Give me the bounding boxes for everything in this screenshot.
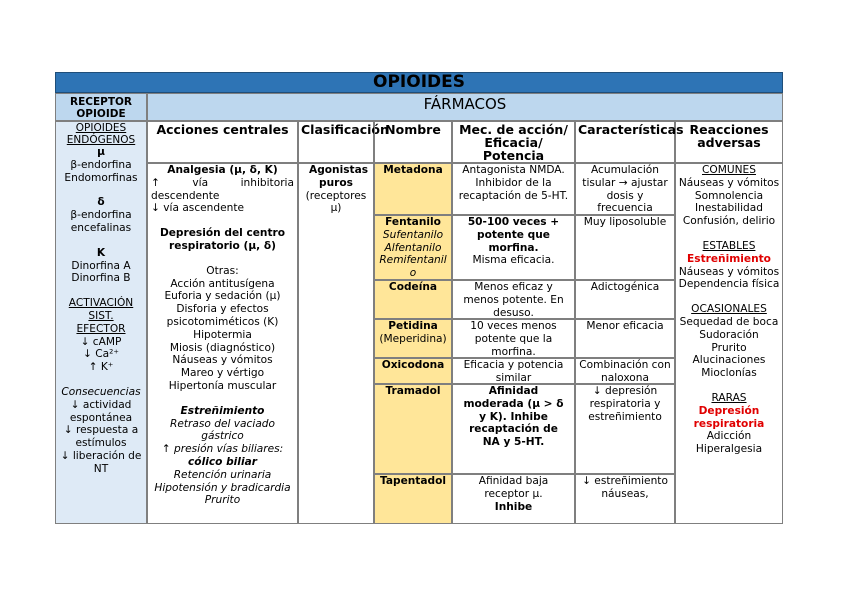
otras-line: Disforia y efectos psicotomiméticos (K) xyxy=(166,303,279,328)
activacion-line: ↓ Ca²⁺ xyxy=(83,348,119,361)
otras-line: Acción antitusígena xyxy=(170,277,275,290)
col-header-clasificacion: Clasificación xyxy=(298,121,374,163)
delta-line: encefalinas xyxy=(70,221,132,234)
colico-biliar: cólico biliar xyxy=(188,455,257,468)
ocasionales-line: Sequedad de boca xyxy=(679,315,779,328)
kappa-symbol: K xyxy=(96,246,106,259)
col-header-nombre: Nombre xyxy=(374,121,452,163)
consecuencias-line: ↓ actividad espontánea xyxy=(69,398,133,424)
clasificacion-column xyxy=(298,163,374,524)
drug-name-cell xyxy=(374,280,452,319)
drug-name: Codeína xyxy=(388,281,438,293)
raras-line: Hiperalgesia xyxy=(695,443,763,456)
retencion-line: Prurito xyxy=(204,494,241,507)
drug-mecanismo: 10 veces menos potente que la morfina. xyxy=(452,319,575,358)
drug-caracteristicas: ↓ depresión respiratoria y estreñimiento xyxy=(575,384,675,474)
drug-sub: Sufentanilo xyxy=(382,228,444,241)
raras-line: Adicción xyxy=(706,430,752,443)
consecuencias-title: Consecuencias xyxy=(61,385,141,398)
drug-caracteristicas: ↓ estreñimiento náuseas, xyxy=(575,474,675,524)
drug-name: Tramadol xyxy=(385,385,441,397)
retencion-line: Retención urinaria xyxy=(173,468,272,481)
drug-mecanismo xyxy=(452,215,575,280)
drug-caracteristicas: Muy liposoluble xyxy=(575,215,675,280)
drug-mecanismo: Menos eficaz y menos potente. En desuso. xyxy=(452,280,575,319)
otras-title: Otras: xyxy=(206,264,239,277)
comunes-title: COMUNES xyxy=(702,164,756,176)
ocasionales-line: Mioclonías xyxy=(701,367,757,380)
mu-symbol: μ xyxy=(97,146,105,158)
drug-name-cell xyxy=(374,163,452,215)
estables-red: Estreñimiento xyxy=(687,252,771,265)
activacion-title: ACTIVACIÓN SIST. EFECTOR xyxy=(68,297,134,335)
drug-mecanismo: Eficacia y potencia similar xyxy=(452,358,575,384)
estables-line: Dependencia física xyxy=(678,278,780,291)
estrenimiento-line: ↑ presión vías biliares: xyxy=(161,443,284,456)
ocasionales-line: Prurito xyxy=(711,341,747,354)
mu-line: β-endorfina xyxy=(70,158,132,171)
activacion-line: ↓ cAMP xyxy=(80,335,122,348)
otras-line: Mareo y vértigo xyxy=(180,367,265,380)
drug-mecanismo: Antagonista NMDA. Inhibidor de la recaptación de 5-HT. xyxy=(452,163,575,215)
col-header-mecanismo: Mec. de acción/ Eficacia/ Potencia xyxy=(452,121,575,163)
mu-line: Endomorfinas xyxy=(64,171,138,184)
analgesia-line: descendente xyxy=(151,189,220,202)
farmacos-header: FÁRMACOS xyxy=(147,93,783,121)
receptor-column xyxy=(55,121,147,524)
drug-sub: (Meperidina) xyxy=(379,332,447,345)
depresion-title: Depresión del centro respiratorio (μ, δ) xyxy=(159,227,286,252)
comunes-line: Confusión, delirio xyxy=(682,215,776,228)
otras-line: Miosis (diagnóstico) xyxy=(169,341,276,354)
activacion-line: ↑ K⁺ xyxy=(88,361,114,374)
otras-line: Hipotermia xyxy=(193,328,252,341)
comunes-line: Náuseas y vómitos xyxy=(678,176,780,189)
receptores-mu: (receptores μ) xyxy=(305,189,367,215)
consecuencias-line: ↓ liberación de NT xyxy=(60,449,142,475)
endogenos-title: OPIOIDES ENDÓGENOS xyxy=(66,122,136,146)
drug-name-cell xyxy=(374,358,452,384)
drug-mec: Misma eficacia. xyxy=(472,254,555,267)
consecuencias-line: ↓ respuesta a estímulos xyxy=(63,424,139,450)
ocasionales-line: Sudoración xyxy=(699,328,759,341)
otras-line: Hipertonía muscular xyxy=(168,379,277,392)
drug-name: Oxicodona xyxy=(381,359,445,371)
inhibitoria-word: inhibitoria xyxy=(240,176,294,189)
kappa-line: Dinorfina A xyxy=(71,259,131,272)
receptor-header: RECEPTOR OPIOIDE xyxy=(55,93,147,121)
adversas-column xyxy=(675,163,783,524)
otras-line: Euforia y sedación (μ) xyxy=(164,290,281,303)
drug-name: Tapentadol xyxy=(379,475,447,487)
drug-mecanismo: Afinidad moderada (μ > δ y K). Inhibe recaptación de NA y 5-HT. xyxy=(452,384,575,474)
drug-sub: Remifentanilo xyxy=(379,254,447,280)
estables-title: ESTABLES xyxy=(702,239,756,252)
drug-name-cell xyxy=(374,319,452,358)
estables-line: Náuseas y vómitos xyxy=(678,265,780,278)
drug-name: Fentanilo xyxy=(385,216,441,228)
acciones-column xyxy=(147,163,298,524)
ocasionales-title: OCASIONALES xyxy=(691,303,767,316)
comunes-line: Inestabilidad xyxy=(694,202,764,215)
opioides-table xyxy=(55,72,783,524)
estrenimiento-line: Retraso del vaciado gástrico xyxy=(169,417,276,443)
drug-mecanismo xyxy=(452,474,575,524)
via-word: vía xyxy=(192,176,209,189)
drug-caracteristicas: Acumulación tisular → ajustar dosis y frecuencia xyxy=(575,163,675,215)
drug-caracteristicas: Menor eficacia xyxy=(575,319,675,358)
analgesia-title: Analgesia (μ, δ, K) xyxy=(167,164,278,176)
kappa-line: Dinorfina B xyxy=(71,272,131,285)
drug-mec-bold: 50-100 veces + potente que morfina. xyxy=(467,216,560,254)
drug-caracteristicas: Adictogénica xyxy=(575,280,675,319)
raras-title: RARAS xyxy=(711,391,747,404)
comunes-line: Somnolencia xyxy=(694,189,764,202)
drug-mec-bold: Inhibe xyxy=(494,500,533,513)
drug-name-cell xyxy=(374,474,452,524)
drug-mec: Afinidad baja receptor μ. xyxy=(478,475,549,500)
otras-line: Náuseas y vómitos xyxy=(172,354,273,367)
delta-symbol: δ xyxy=(97,196,105,209)
delta-line: β-endorfina xyxy=(70,209,132,222)
drug-caracteristicas: Combinación con naloxona xyxy=(575,358,675,384)
table-title: OPIOIDES xyxy=(55,72,783,93)
drug-sub: Alfentanilo xyxy=(384,241,442,254)
agonistas-puros: Agonistas puros xyxy=(309,164,369,189)
drug-name-cell xyxy=(374,384,452,474)
estrenimiento-title: Estreñimiento xyxy=(180,404,265,417)
up-arrow: ↑ xyxy=(151,176,160,189)
drug-name-cell xyxy=(374,215,452,280)
col-header-caracteristicas: Características xyxy=(575,121,675,163)
raras-red: Depresión respiratoria xyxy=(693,404,765,430)
drug-name: Petidina xyxy=(388,320,438,332)
col-header-adversas: Reacciones adversas xyxy=(675,121,783,163)
drug-name: Metadona xyxy=(383,164,443,176)
col-header-acciones: Acciones centrales xyxy=(147,121,298,163)
analgesia-line: ↓ vía ascendente xyxy=(151,202,245,215)
retencion-line: Hipotensión y bradicardia xyxy=(154,481,291,494)
ocasionales-line: Alucinaciones xyxy=(692,354,766,367)
